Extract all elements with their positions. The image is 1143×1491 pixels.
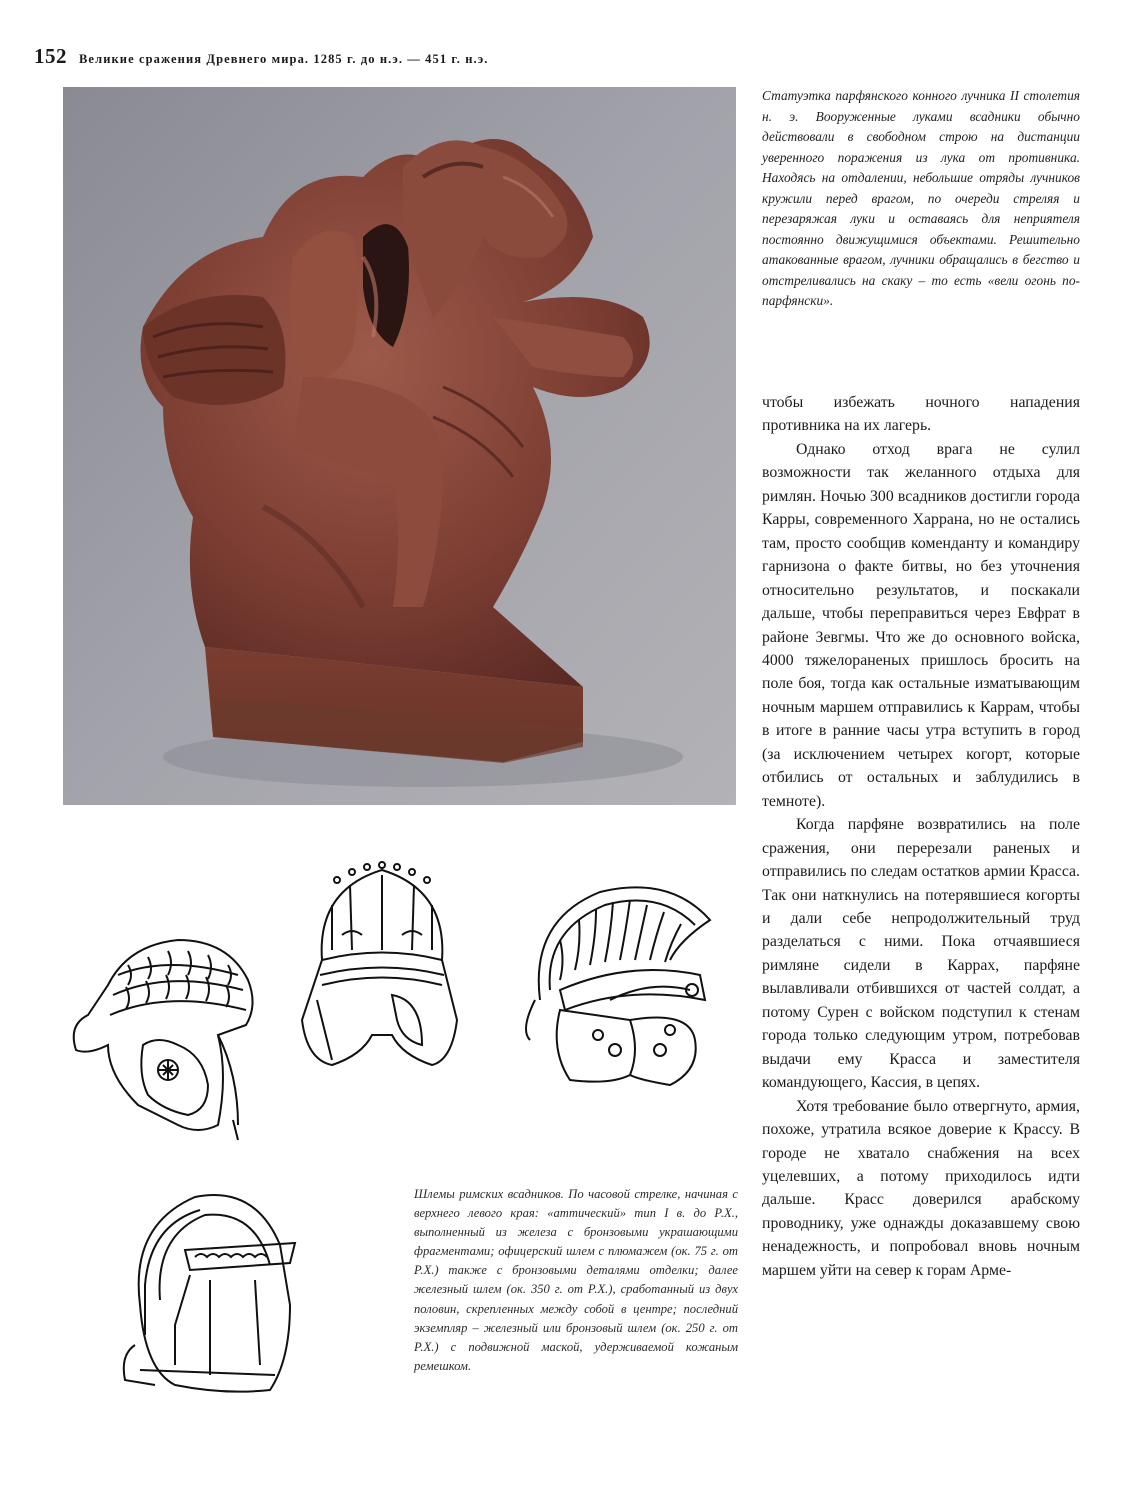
body-paragraph: Когда парфяне возвратились на поле сражения, они перерезали раненых и отправились по следам остатков армии Красса. Так они наткнулись на потерявшиеся когорты и дали себе непродолжительный труд разделаться с ними. Пока отчаявшиеся римляне сидели в Каррах, парфяне вылавливали отбившихся от частей солдат, а потому Сурен с войском подступил к стенам города только следующим утром, потребовав выдачи ему Красса и заместителя командующего, Кассия, в цепях. [762, 816, 1080, 1092]
body-text [762, 391, 1080, 1282]
body-paragraph: Однако отход врага не сулил возможности так желанного отдыха для римлян. Ночью 300 всадников достигли города Карры, современного Харрана, но не остались там, просто сообщив коменданту и командиру гарнизона о факте битвы, но без уточнения относительно результатов, и поскакали дальше, чтобы переправиться через Евфрат в районе Зевгмы. Что же до основного войска, 4000 тяжелораненых пришлось бросить на поле боя, тогда как остальные изматывающим ночным маршем отправились к Каррам, чтобы в итоге в ранние часы утра вступить в город (за исключением четырех когорт, которые отбились от остальных и заблудились в темноте). [762, 440, 1080, 810]
running-header [34, 44, 1114, 74]
officer-helmet-drawing [292, 860, 472, 1070]
body-paragraph: чтобы избежать ночного нападения противника на их лагерь. [762, 394, 1080, 435]
helmet-with-mask-drawing [115, 1185, 305, 1400]
statuette-photo [63, 87, 736, 805]
helmets-caption: Шлемы римских всадников. По часовой стрелке, начиная с верхнего левого края: «аттический» тип I в. до Р.Х., выполненный из железа с бронзовыми украшающими фрагментами; офицерский шлем с плюмажем (ок. 75 г. от Р.Х.) также с бронзовыми деталями отделки; далее железный шлем (ок. 350 г. от Р.Х.), сработанный из двух половин, скрепленных между собой в центре; последний экземпляр – железный или бронзовый шлем (ок. 250 г. от Р.Х.) с подвижной маской, удерживаемой кожаным ремешком. [414, 1187, 738, 1373]
body-paragraph: Хотя требование было отвергнуто, армия, похоже, утратила всякое доверие к Крассу. В городе не хватало снабжения на всех уцелевших, а потому приходилось идти дальше. Красс доверился арабскому проводнику, уже однажды доказавшему свою ненадежность, и попробовал вновь ночным маршем уйти на север к горам Арме- [762, 1097, 1080, 1279]
page-number: 152 [34, 44, 67, 68]
running-title: Великие сражения Древнего мира. 1285 г. до н.э. — 451 г. н.э. [79, 52, 489, 66]
photo-caption: Статуэтка парфянского конного лучника II столетия н. э. Вооруженные луками всадники обычно действовали в свободном строю на дистанции уверенного поражения из лука от противника. Находясь на отдалении, небольшие отряды лучников кружили перед врагом, по очереди стреляя и перезаряжая луки и оставаясь для неприятеля постоянно движущимися объектами. Решительно атакованные врагом, лучники обращались в бегство и отстреливались на скаку – то есть «вели огонь по-парфянски». [762, 88, 1080, 308]
attic-type-helmet-drawing [68, 935, 268, 1145]
iron-helmet-drawing [520, 880, 720, 1090]
